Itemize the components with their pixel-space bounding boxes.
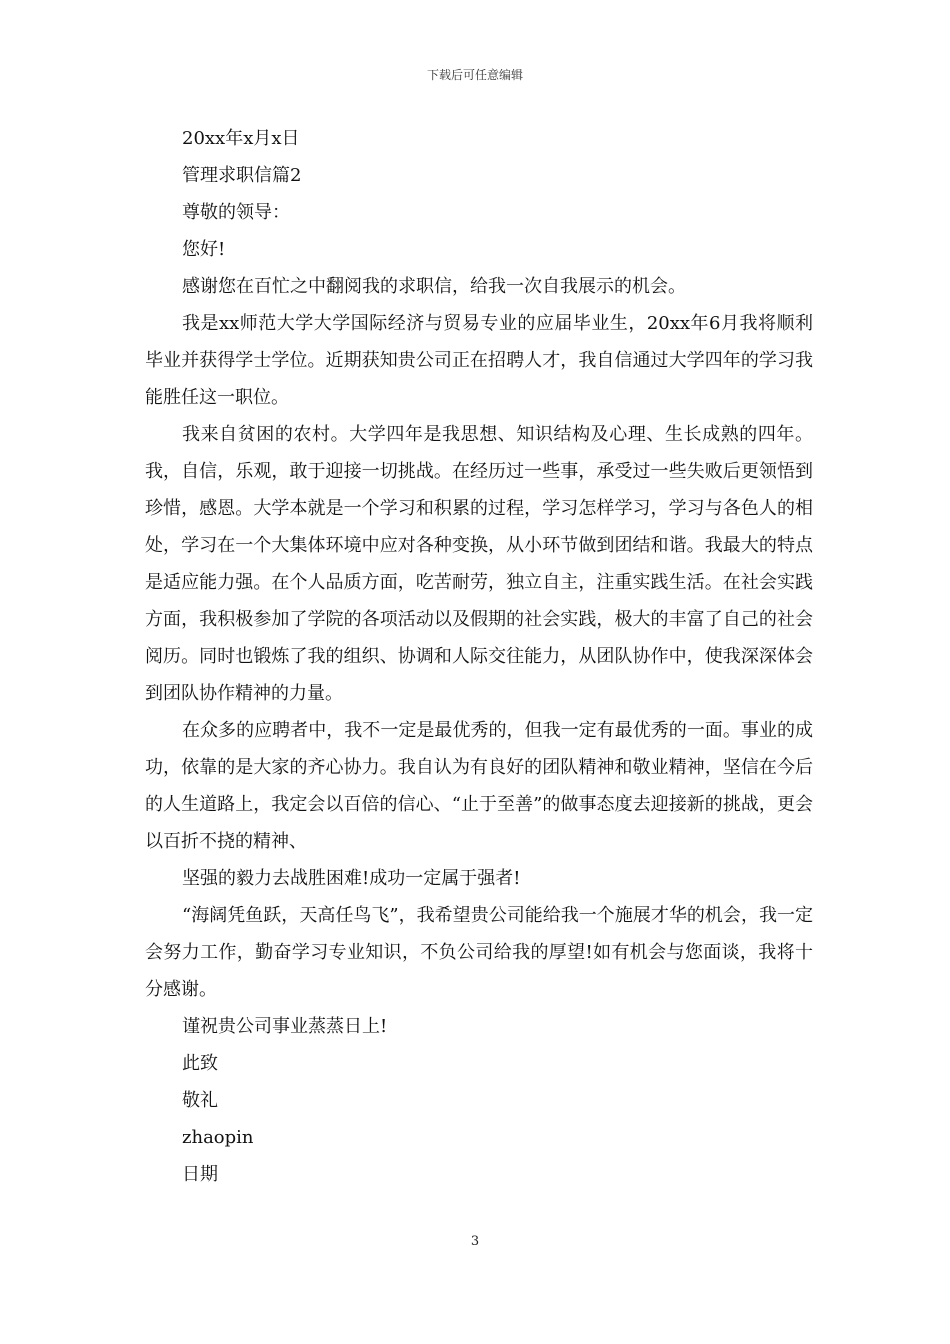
letter-wishes: 谨祝贵公司事业蒸蒸日上! [182,1016,388,1037]
letter-paragraph: 坚强的毅力去战胜困难!成功一定属于强者! [182,868,521,889]
letter-greeting: 您好! [182,239,226,260]
letter-date-label: 日期 [182,1164,218,1185]
letter-paragraph: “海阔凭鱼跃，天高任鸟飞”，我希望贵公司能给我一个施展才华的机会，我一定会努力工作，勤奋学习专业知识，不负公司给我的厚望!如有机会与您面谈，我将十分感谢。 [145,905,813,1000]
letter-paragraph: 我来自贫困的农村。大学四年是我思想、知识结构及心理、生长成熟的四年。我，自信，乐观，敢于迎接一切挑战。在经历过一些事，承受过一些失败后更领悟到珍惜，感恩。大学本就是一个学习和积累的过程，学习怎样学习，学习与各色人的相处，学习在一个大集体环境中应对各种变换，从小环节做到团结和谐。我最大的特点是适应能力强。在个人品质方面，吃苦耐劳，独立自主，注重实践生活。在社会实践方面，我积极参加了学院的各项活动以及假期的社会实践，极大的丰富了自己的社会阅历。同时也锻炼了我的组织、协调和人际交往能力，从团队协作中，使我深深体会到团队协作精神的力量。 [145,424,813,704]
letter-title: 管理求职信篇2 [182,165,302,186]
letter-paragraph: 在众多的应聘者中，我不一定是最优秀的，但我一定有最优秀的一面。事业的成功，依靠的是大家的齐心协力。我自认为有良好的团队精神和敬业精神，坚信在今后的人生道路上，我定会以百倍的信心、“止于至善”的做事态度去迎接新的挑战，更会以百折不挠的精神、 [145,720,813,852]
letter-salutation: 尊敬的领导： [182,202,290,223]
letter-paragraph: 感谢您在百忙之中翻阅我的求职信，给我一次自我展示的机会。 [182,276,686,297]
page-number: 3 [470,1234,480,1249]
letter-closing-2: 敬礼 [182,1090,218,1111]
letter-body [145,120,813,1193]
letter-paragraph: 我是xx师范大学大学国际经济与贸易专业的应届毕业生，20xx年6月我将顺利毕业并获得学士学位。近期获知贵公司正在招聘人才，我自信通过大学四年的学习我能胜任这一职位。 [145,313,813,408]
letter-signature: zhaopin [182,1127,254,1148]
letter-date: 20xx年x月x日 [182,128,300,149]
page-header-note: 下载后可任意编辑 [426,68,523,82]
letter-closing-1: 此致 [182,1053,218,1074]
